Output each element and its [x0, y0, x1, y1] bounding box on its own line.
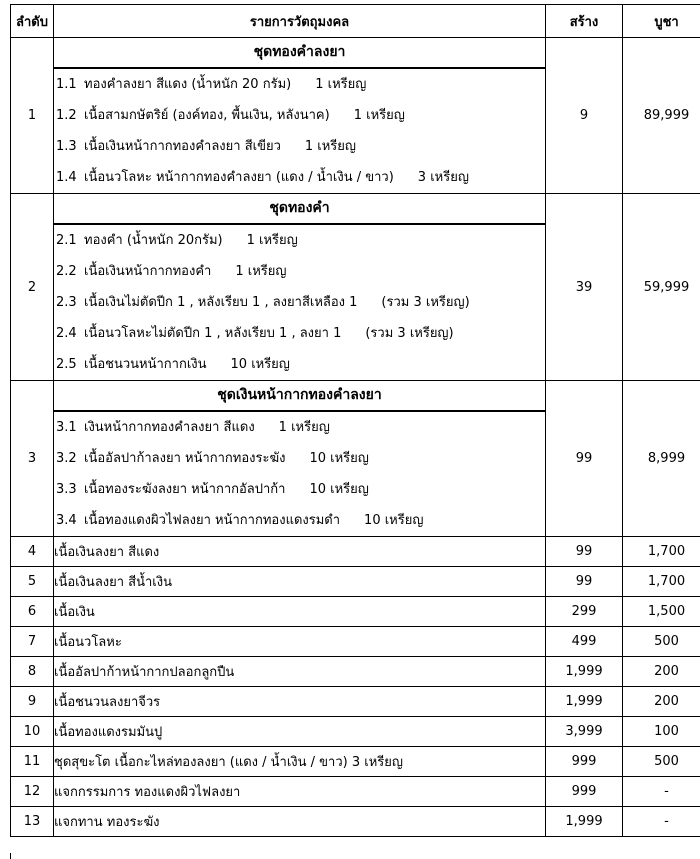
- group-item: [54, 100, 545, 131]
- header-price: บูชา: [623, 5, 700, 38]
- group-item: [54, 131, 545, 162]
- table-row: [11, 777, 700, 807]
- item-description: เนื้อชนวนหน้ากากเงิน: [84, 357, 207, 372]
- group-build-count: 39: [546, 194, 623, 381]
- row-number: 11: [11, 747, 54, 777]
- row-build-count: 1,999: [546, 807, 623, 837]
- header-build: สร้าง: [546, 5, 623, 38]
- item-description: เนื้อนวโลหะ หน้ากากทองคำลงยา (แดง / น้ำเงิน / ขาว): [84, 170, 394, 185]
- row-build-count: 299: [546, 597, 623, 627]
- row-price: 200: [623, 687, 700, 717]
- row-name: เนื้อเงินลงยา สีแดง: [54, 537, 546, 567]
- group-number: 1: [11, 38, 54, 194]
- item-code: 1.2: [56, 108, 77, 123]
- table-row: [11, 807, 700, 837]
- table-row: [11, 657, 700, 687]
- group-contents: [54, 194, 546, 381]
- item-quantity: 1 เหรียญ: [246, 233, 298, 248]
- item-code: 2.5: [56, 357, 77, 372]
- group-item: [54, 225, 545, 256]
- row-name: เนื้อทองแดงรมมันปู: [54, 717, 546, 747]
- table-row: [11, 687, 700, 717]
- item-code: 1.1: [56, 77, 77, 92]
- item-description: เงินหน้ากากทองคำลงยา สีแดง: [84, 420, 255, 435]
- group-item: [54, 412, 545, 443]
- item-quantity: 3 เหรียญ: [417, 170, 469, 185]
- item-code: 3.3: [56, 482, 77, 497]
- row-name: ชุดสุขะโต เนื้อกะไหล่ทองลงยา (แดง / น้ำเงิน / ขาว) 3 เหรียญ: [54, 747, 546, 777]
- row-name: เนื้อเงิน: [54, 597, 546, 627]
- row-name: เนื้อชนวนลงยาจีวร: [54, 687, 546, 717]
- item-description: เนื้อทองแดงผิวไฟลงยา หน้ากากทองแดงรมดำ: [84, 513, 341, 528]
- row-price: -: [623, 777, 700, 807]
- item-quantity: 10 เหรียญ: [309, 451, 369, 466]
- group-contents: [54, 38, 546, 194]
- item-quantity: 10 เหรียญ: [364, 513, 424, 528]
- item-quantity: 10 เหรียญ: [309, 482, 369, 497]
- item-description: ทองคำ (น้ำหนัก 20กรัม): [84, 233, 223, 248]
- row-number: 13: [11, 807, 54, 837]
- group-build-count: 99: [546, 381, 623, 537]
- group-price: 8,999: [623, 381, 700, 537]
- item-quantity: (รวม 3 เหรียญ): [365, 326, 454, 341]
- item-code: 2.1: [56, 233, 77, 248]
- row-build-count: 999: [546, 777, 623, 807]
- row-name: เนื้อเงินลงยา สีน้ำเงิน: [54, 567, 546, 597]
- group-title: ชุดเงินหน้ากากทองคำลงยา: [54, 381, 545, 412]
- bottom-rule: [10, 853, 700, 859]
- item-quantity: 1 เหรียญ: [304, 139, 356, 154]
- item-code: 1.3: [56, 139, 77, 154]
- item-code: 3.4: [56, 513, 77, 528]
- row-name: เนื้ออัลปาก้าหน้ากากปลอกลูกปืน: [54, 657, 546, 687]
- item-description: เนื้อเงินหน้ากากทองคำลงยา สีเขียว: [84, 139, 281, 154]
- row-price: 100: [623, 717, 700, 747]
- row-build-count: 1,999: [546, 657, 623, 687]
- row-build-count: 999: [546, 747, 623, 777]
- row-build-count: 99: [546, 537, 623, 567]
- row-number: 5: [11, 567, 54, 597]
- group-number: 3: [11, 381, 54, 537]
- group-item: [54, 505, 545, 536]
- item-description: เนื้ออัลปาก้าลงยา หน้ากากทองระฆัง: [84, 451, 286, 466]
- item-code: 2.3: [56, 295, 77, 310]
- group-number: 2: [11, 194, 54, 381]
- row-price: -: [623, 807, 700, 837]
- row-number: 10: [11, 717, 54, 747]
- row-name: แจกกรรมการ ทองแดงผิวไฟลงยา: [54, 777, 546, 807]
- item-quantity: 10 เหรียญ: [230, 357, 290, 372]
- group-item: [54, 349, 545, 380]
- row-price: 1,700: [623, 567, 700, 597]
- group-contents: [54, 381, 546, 537]
- header-row: [11, 5, 700, 38]
- item-code: 1.4: [56, 170, 77, 185]
- group-price: 89,999: [623, 38, 700, 194]
- item-code: 2.2: [56, 264, 77, 279]
- table-row: [11, 627, 700, 657]
- row-number: 4: [11, 537, 54, 567]
- group-price: 59,999: [623, 194, 700, 381]
- set-group-row: [11, 194, 700, 381]
- set-group-row: [11, 381, 700, 537]
- row-number: 12: [11, 777, 54, 807]
- table-row: [11, 567, 700, 597]
- item-quantity: (รวม 3 เหรียญ): [381, 295, 470, 310]
- header-num: ลำดับ: [11, 5, 54, 38]
- item-code: 2.4: [56, 326, 77, 341]
- group-item: [54, 443, 545, 474]
- item-quantity: 1 เหรียญ: [235, 264, 287, 279]
- item-description: เนื้อนวโลหะไม่ตัดปีก 1 , หลังเรียบ 1 , ลงยา 1: [84, 326, 342, 341]
- group-build-count: 9: [546, 38, 623, 194]
- table-row: [11, 537, 700, 567]
- item-description: เนื้อสามกษัตริย์ (องค์ทอง, พื้นเงิน, หลังนาค): [84, 108, 330, 123]
- row-price: 500: [623, 627, 700, 657]
- item-description: เนื้อทองระฆังลงยา หน้ากากอัลปาก้า: [84, 482, 286, 497]
- row-build-count: 1,999: [546, 687, 623, 717]
- group-item: [54, 287, 545, 318]
- row-name: เนื้อนวโลหะ: [54, 627, 546, 657]
- group-item: [54, 474, 545, 505]
- amulet-price-table: [10, 4, 700, 837]
- header-name: รายการวัตถุมงคล: [54, 5, 546, 38]
- group-item: [54, 318, 545, 349]
- row-price: 500: [623, 747, 700, 777]
- item-description: เนื้อเงินหน้ากากทองคำ: [84, 264, 212, 279]
- group-title: ชุดทองคำลงยา: [54, 38, 545, 69]
- group-item: [54, 69, 545, 100]
- group-item: [54, 162, 545, 193]
- item-description: ทองคำลงยา สีแดง (น้ำหนัก 20 กรัม): [84, 77, 292, 92]
- group-item: [54, 256, 545, 287]
- item-quantity: 1 เหรียญ: [278, 420, 330, 435]
- table-row: [11, 747, 700, 777]
- row-name: แจกทาน ทองระฆัง: [54, 807, 546, 837]
- item-quantity: 1 เหรียญ: [315, 77, 367, 92]
- table-row: [11, 597, 700, 627]
- row-price: 200: [623, 657, 700, 687]
- set-group-row: [11, 38, 700, 194]
- row-number: 6: [11, 597, 54, 627]
- group-title: ชุดทองคำ: [54, 194, 545, 225]
- item-code: 3.1: [56, 420, 77, 435]
- row-number: 7: [11, 627, 54, 657]
- row-build-count: 499: [546, 627, 623, 657]
- item-quantity: 1 เหรียญ: [353, 108, 405, 123]
- row-number: 8: [11, 657, 54, 687]
- item-code: 3.2: [56, 451, 77, 466]
- row-build-count: 3,999: [546, 717, 623, 747]
- row-number: 9: [11, 687, 54, 717]
- row-build-count: 99: [546, 567, 623, 597]
- table-row: [11, 717, 700, 747]
- row-price: 1,700: [623, 537, 700, 567]
- row-price: 1,500: [623, 597, 700, 627]
- item-description: เนื้อเงินไม่ตัดปีก 1 , หลังเรียบ 1 , ลงยาสีเหลือง 1: [84, 295, 358, 310]
